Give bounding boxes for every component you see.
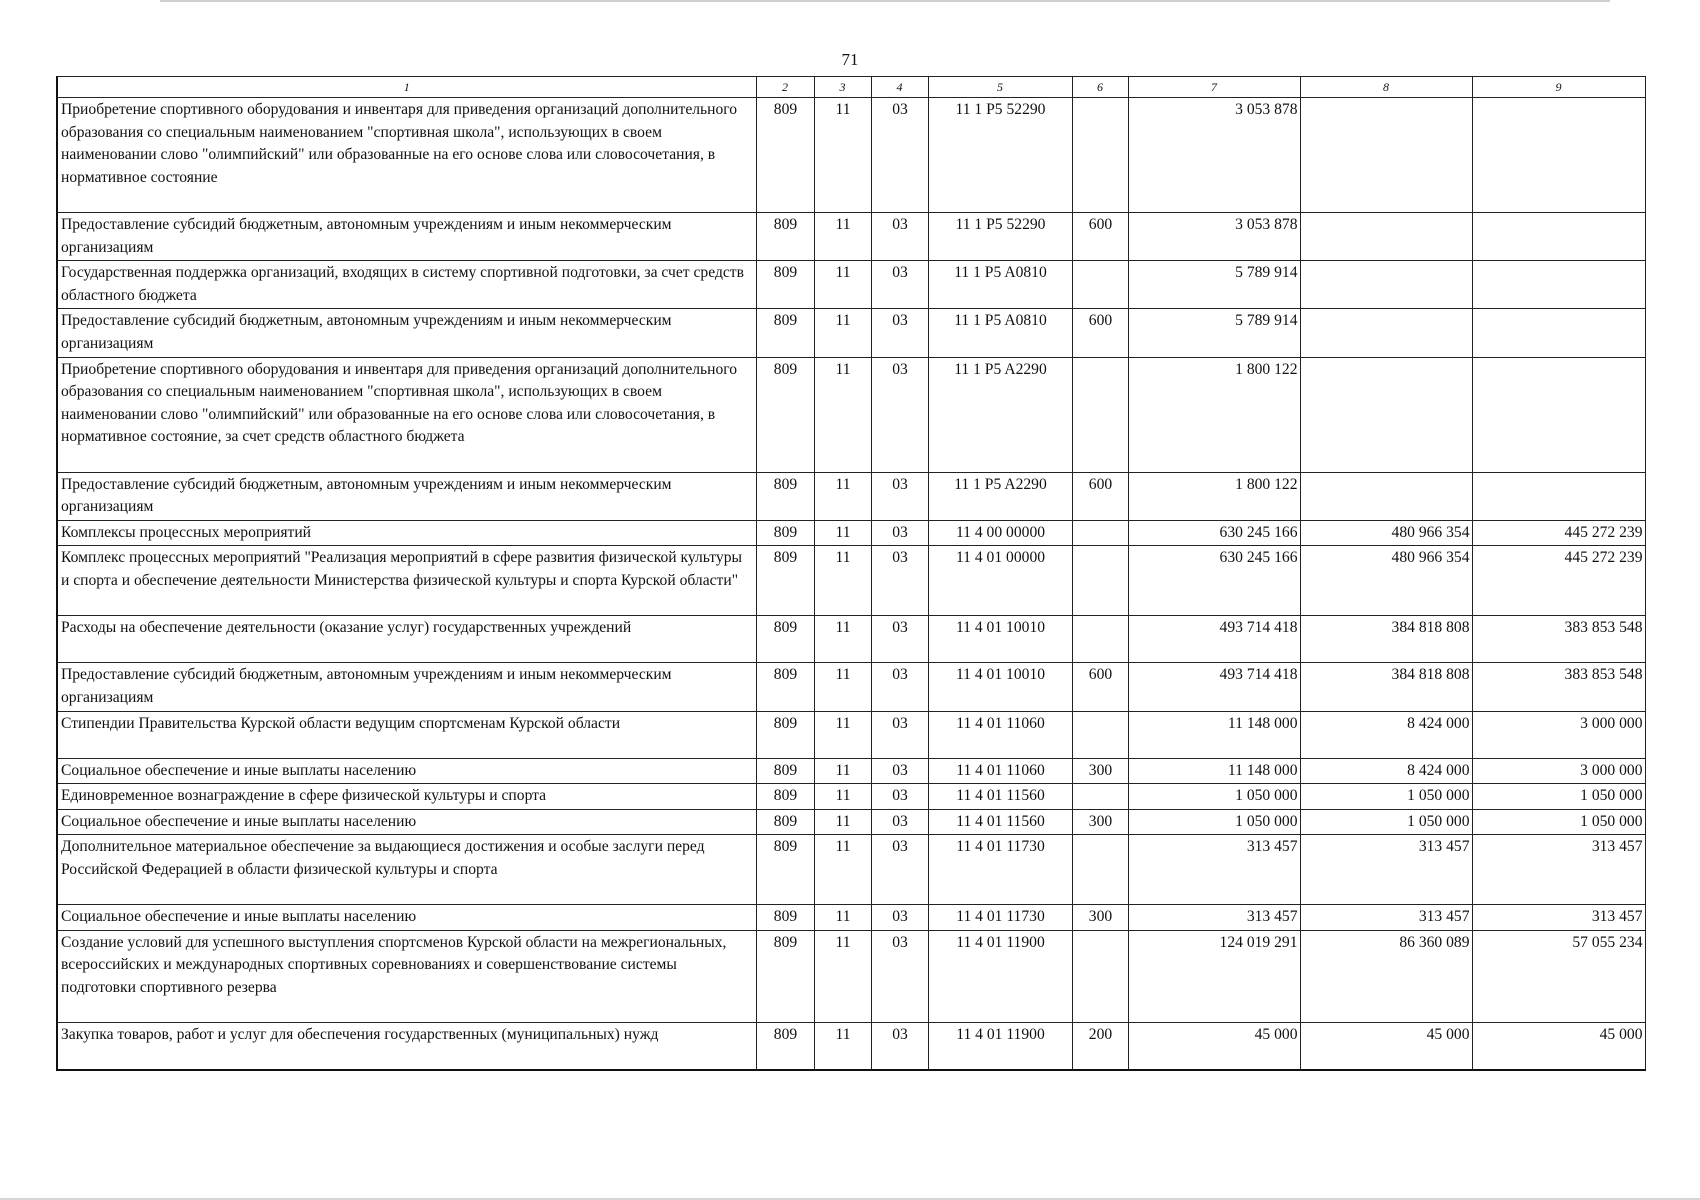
amount-col-9: 45 000 (1472, 1023, 1645, 1070)
expense-type-code (1072, 261, 1128, 309)
section-code: 11 (814, 261, 871, 309)
target-article-code: 11 4 01 11560 (928, 784, 1072, 810)
subsection-code: 03 (871, 809, 928, 835)
target-article-code: 11 4 01 11730 (928, 835, 1072, 905)
expense-type-code (1072, 98, 1128, 213)
subsection-code: 03 (871, 213, 928, 261)
expense-type-code: 200 (1072, 1023, 1128, 1070)
expense-type-code: 600 (1072, 663, 1128, 711)
amount-col-9: 313 457 (1472, 835, 1645, 905)
section-code: 11 (814, 357, 871, 472)
column-number-6: 6 (1072, 77, 1128, 98)
section-code: 11 (814, 472, 871, 520)
expense-type-code: 300 (1072, 905, 1128, 931)
column-number-5: 5 (928, 77, 1072, 98)
column-number-9: 9 (1472, 77, 1645, 98)
amount-col-8 (1300, 472, 1472, 520)
amount-col-7: 124 019 291 (1128, 930, 1300, 1022)
target-article-code: 11 4 01 11560 (928, 809, 1072, 835)
column-number-3: 3 (814, 77, 871, 98)
table-row (57, 520, 1645, 546)
target-article-code: 11 4 01 10010 (928, 616, 1072, 663)
amount-col-8: 86 360 089 (1300, 930, 1472, 1022)
ministry-code: 809 (756, 357, 814, 472)
subsection-code: 03 (871, 472, 928, 520)
expense-type-code: 600 (1072, 309, 1128, 357)
section-code: 11 (814, 1023, 871, 1070)
target-article-code: 11 4 01 11060 (928, 758, 1072, 784)
section-code: 11 (814, 663, 871, 711)
table-body (57, 98, 1645, 1070)
ministry-code: 809 (756, 472, 814, 520)
amount-col-8: 8 424 000 (1300, 711, 1472, 758)
subsection-code: 03 (871, 905, 928, 931)
table-row (57, 930, 1645, 1022)
amount-col-9: 3 000 000 (1472, 758, 1645, 784)
subsection-code: 03 (871, 784, 928, 810)
table-row (57, 357, 1645, 472)
subsection-code: 03 (871, 663, 928, 711)
row-name: Стипендии Правительства Курской области ведущим спортсменам Курской области (57, 711, 756, 758)
amount-col-8: 313 457 (1300, 905, 1472, 931)
subsection-code: 03 (871, 930, 928, 1022)
amount-col-9 (1472, 98, 1645, 213)
section-code: 11 (814, 784, 871, 810)
target-article-code: 11 4 00 00000 (928, 520, 1072, 546)
subsection-code: 03 (871, 711, 928, 758)
target-article-code: 11 1 P5 A0810 (928, 309, 1072, 357)
subsection-code: 03 (871, 98, 928, 213)
amount-col-8: 45 000 (1300, 1023, 1472, 1070)
ministry-code: 809 (756, 98, 814, 213)
amount-col-7: 45 000 (1128, 1023, 1300, 1070)
row-name: Предоставление субсидий бюджетным, автономным учреждениям и иным некоммерческим организациям (57, 309, 756, 357)
section-code: 11 (814, 546, 871, 616)
amount-col-9: 1 050 000 (1472, 784, 1645, 810)
column-number-4: 4 (871, 77, 928, 98)
target-article-code: 11 1 P5 A2290 (928, 357, 1072, 472)
ministry-code: 809 (756, 758, 814, 784)
expense-type-code (1072, 546, 1128, 616)
ministry-code: 809 (756, 520, 814, 546)
ministry-code: 809 (756, 905, 814, 931)
section-code: 11 (814, 809, 871, 835)
amount-col-8: 1 050 000 (1300, 784, 1472, 810)
amount-col-7: 630 245 166 (1128, 520, 1300, 546)
amount-col-7: 3 053 878 (1128, 98, 1300, 213)
row-name: Создание условий для успешного выступления спортсменов Курской области на межрегиональных, всероссийских и международных спортивных соревнованиях и совершенствование системы подготовки спортивного резерва (57, 930, 756, 1022)
amount-col-7: 11 148 000 (1128, 758, 1300, 784)
table-row (57, 213, 1645, 261)
table-row (57, 835, 1645, 905)
scan-edge-top (160, 0, 1610, 2)
target-article-code: 11 4 01 00000 (928, 546, 1072, 616)
subsection-code: 03 (871, 616, 928, 663)
amount-col-8: 480 966 354 (1300, 520, 1472, 546)
expense-type-code (1072, 784, 1128, 810)
amount-col-9: 3 000 000 (1472, 711, 1645, 758)
row-name: Предоставление субсидий бюджетным, автономным учреждениям и иным некоммерческим организациям (57, 472, 756, 520)
amount-col-8 (1300, 261, 1472, 309)
row-name: Закупка товаров, работ и услуг для обеспечения государственных (муниципальных) нужд (57, 1023, 756, 1070)
row-name: Предоставление субсидий бюджетным, автономным учреждениям и иным некоммерческим организациям (57, 213, 756, 261)
amount-col-7: 493 714 418 (1128, 663, 1300, 711)
table-row (57, 663, 1645, 711)
target-article-code: 11 4 01 11900 (928, 1023, 1072, 1070)
table-header-row (57, 77, 1645, 98)
amount-col-9: 383 853 548 (1472, 663, 1645, 711)
section-code: 11 (814, 905, 871, 931)
row-name: Расходы на обеспечение деятельности (оказание услуг) государственных учреждений (57, 616, 756, 663)
amount-col-9: 383 853 548 (1472, 616, 1645, 663)
table-row (57, 905, 1645, 931)
target-article-code: 11 1 P5 52290 (928, 213, 1072, 261)
column-number-7: 7 (1128, 77, 1300, 98)
amount-col-8 (1300, 213, 1472, 261)
subsection-code: 03 (871, 357, 928, 472)
row-name: Приобретение спортивного оборудования и инвентаря для приведения организаций дополнительного образования со специальным наименованием "спортивная школа", использующих в своем наименовании слово "олимпийский" или образованные на его основе слова или словосочетания, в нормативное состояние (57, 98, 756, 213)
table-row (57, 1023, 1645, 1070)
ministry-code: 809 (756, 809, 814, 835)
amount-col-9: 313 457 (1472, 905, 1645, 931)
subsection-code: 03 (871, 758, 928, 784)
ministry-code: 809 (756, 930, 814, 1022)
row-name: Социальное обеспечение и иные выплаты населению (57, 809, 756, 835)
section-code: 11 (814, 835, 871, 905)
amount-col-8: 313 457 (1300, 835, 1472, 905)
amount-col-7: 1 800 122 (1128, 472, 1300, 520)
target-article-code: 11 1 P5 A2290 (928, 472, 1072, 520)
row-name: Приобретение спортивного оборудования и инвентаря для приведения организаций дополнительного образования со специальным наименованием "спортивная школа", использующих в своем наименовании слово "олимпийский" или образованные на его основе слова или словосочетания, в нормативное состояние, за счет средств областного бюджета (57, 357, 756, 472)
amount-col-8 (1300, 98, 1472, 213)
amount-col-9: 445 272 239 (1472, 546, 1645, 616)
table-row (57, 616, 1645, 663)
subsection-code: 03 (871, 835, 928, 905)
expense-type-code: 600 (1072, 472, 1128, 520)
column-number-2: 2 (756, 77, 814, 98)
amount-col-7: 630 245 166 (1128, 546, 1300, 616)
row-name: Социальное обеспечение и иные выплаты населению (57, 758, 756, 784)
section-code: 11 (814, 520, 871, 546)
subsection-code: 03 (871, 1023, 928, 1070)
amount-col-8 (1300, 309, 1472, 357)
ministry-code: 809 (756, 213, 814, 261)
amount-col-9 (1472, 357, 1645, 472)
ministry-code: 809 (756, 309, 814, 357)
table-row (57, 98, 1645, 213)
subsection-code: 03 (871, 261, 928, 309)
table-row (57, 261, 1645, 309)
table-row (57, 784, 1645, 810)
ministry-code: 809 (756, 711, 814, 758)
section-code: 11 (814, 930, 871, 1022)
expense-type-code (1072, 835, 1128, 905)
row-name: Государственная поддержка организаций, входящих в систему спортивной подготовки, за счет средств областного бюджета (57, 261, 756, 309)
target-article-code: 11 1 P5 52290 (928, 98, 1072, 213)
table-row (57, 472, 1645, 520)
amount-col-9 (1472, 472, 1645, 520)
table-row (57, 758, 1645, 784)
row-name: Предоставление субсидий бюджетным, автономным учреждениям и иным некоммерческим организациям (57, 663, 756, 711)
ministry-code: 809 (756, 784, 814, 810)
amount-col-7: 11 148 000 (1128, 711, 1300, 758)
amount-col-9 (1472, 213, 1645, 261)
table-row (57, 711, 1645, 758)
amount-col-9 (1472, 261, 1645, 309)
ministry-code: 809 (756, 616, 814, 663)
section-code: 11 (814, 98, 871, 213)
target-article-code: 11 1 P5 A0810 (928, 261, 1072, 309)
expense-type-code (1072, 616, 1128, 663)
amount-col-7: 493 714 418 (1128, 616, 1300, 663)
ministry-code: 809 (756, 261, 814, 309)
amount-col-9: 445 272 239 (1472, 520, 1645, 546)
target-article-code: 11 4 01 11730 (928, 905, 1072, 931)
amount-col-7: 313 457 (1128, 905, 1300, 931)
ministry-code: 809 (756, 835, 814, 905)
target-article-code: 11 4 01 11060 (928, 711, 1072, 758)
section-code: 11 (814, 309, 871, 357)
amount-col-7: 1 050 000 (1128, 784, 1300, 810)
expense-type-code: 600 (1072, 213, 1128, 261)
row-name: Комплекс процессных мероприятий "Реализация мероприятий в сфере развития физической культуры и спорта и обеспечение деятельности Министерства физической культуры и спорта Курской области" (57, 546, 756, 616)
subsection-code: 03 (871, 309, 928, 357)
ministry-code: 809 (756, 1023, 814, 1070)
table-row (57, 309, 1645, 357)
row-name: Дополнительное материальное обеспечение за выдающиеся достижения и особые заслуги перед Российской Федерацией в области физической культуры и спорта (57, 835, 756, 905)
amount-col-9 (1472, 309, 1645, 357)
amount-col-8: 1 050 000 (1300, 809, 1472, 835)
target-article-code: 11 4 01 11900 (928, 930, 1072, 1022)
row-name: Единовременное вознаграждение в сфере физической культуры и спорта (57, 784, 756, 810)
subsection-code: 03 (871, 546, 928, 616)
target-article-code: 11 4 01 10010 (928, 663, 1072, 711)
expense-type-code (1072, 711, 1128, 758)
amount-col-9: 1 050 000 (1472, 809, 1645, 835)
section-code: 11 (814, 711, 871, 758)
table-row (57, 809, 1645, 835)
expense-type-code (1072, 357, 1128, 472)
expense-type-code (1072, 930, 1128, 1022)
expense-type-code (1072, 520, 1128, 546)
section-code: 11 (814, 758, 871, 784)
amount-col-8: 8 424 000 (1300, 758, 1472, 784)
amount-col-8: 480 966 354 (1300, 546, 1472, 616)
expense-type-code: 300 (1072, 758, 1128, 784)
expense-type-code: 300 (1072, 809, 1128, 835)
section-code: 11 (814, 213, 871, 261)
amount-col-7: 3 053 878 (1128, 213, 1300, 261)
amount-col-7: 5 789 914 (1128, 309, 1300, 357)
row-name: Комплексы процессных мероприятий (57, 520, 756, 546)
amount-col-7: 1 050 000 (1128, 809, 1300, 835)
budget-table (56, 76, 1646, 1071)
table-row (57, 546, 1645, 616)
amount-col-8: 384 818 808 (1300, 616, 1472, 663)
ministry-code: 809 (756, 663, 814, 711)
column-number-8: 8 (1300, 77, 1472, 98)
amount-col-9: 57 055 234 (1472, 930, 1645, 1022)
amount-col-7: 1 800 122 (1128, 357, 1300, 472)
amount-col-8 (1300, 357, 1472, 472)
column-number-1: 1 (57, 77, 756, 98)
amount-col-7: 5 789 914 (1128, 261, 1300, 309)
subsection-code: 03 (871, 520, 928, 546)
ministry-code: 809 (756, 546, 814, 616)
amount-col-7: 313 457 (1128, 835, 1300, 905)
amount-col-8: 384 818 808 (1300, 663, 1472, 711)
section-code: 11 (814, 616, 871, 663)
page-number: 71 (841, 50, 859, 69)
row-name: Социальное обеспечение и иные выплаты населению (57, 905, 756, 931)
